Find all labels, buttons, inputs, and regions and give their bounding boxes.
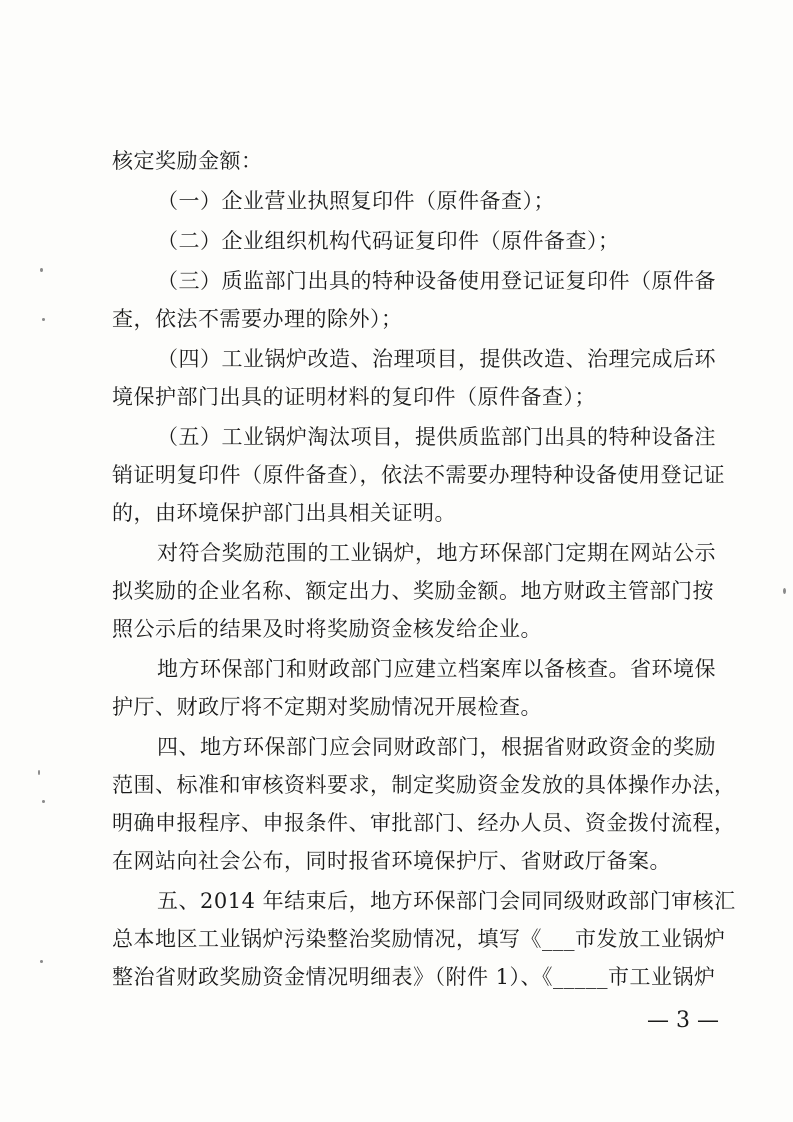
- text-line: 整治省财政奖励资金情况明细表》（附件 1）、《_____市工业锅炉: [112, 965, 716, 989]
- text-line: 核定奖励金额：: [112, 149, 263, 173]
- text-line: 五、2014 年结束后，地方环保部门会同同级财政部门审核汇: [157, 889, 736, 913]
- text-line: 查，依法不需要办理的除外）；: [112, 307, 403, 331]
- text-line: （三）质监部门出具的特种设备使用登记证复印件（原件备: [157, 269, 716, 293]
- text-line: 范围、标准和审核资料要求，制定奖励资金发放的具体操作办法，: [112, 773, 736, 797]
- text-line: 地方环保部门和财政部门应建立档案库以备核查。省环境保: [157, 657, 716, 681]
- text-line: 护厅、财政厅将不定期对奖励情况开展检查。: [112, 695, 542, 719]
- scan-speck: [42, 800, 45, 803]
- text-line: 照公示后的结果及时将奖励资金核发给企业。: [112, 617, 542, 641]
- text-line: （二）企业组织机构代码证复印件（原件备查）；: [157, 229, 620, 253]
- text-line: 拟奖励的企业名称、额定出力、奖励金额。地方财政主管部门按: [112, 579, 714, 603]
- page-number: — 3 —: [647, 1008, 719, 1033]
- text-line: （四）工业锅炉改造、治理项目，提供改造、治理完成后环: [157, 347, 716, 371]
- text-line: （一）企业营业执照复印件（原件备查）；: [157, 189, 555, 213]
- text-line: 的，由环境保护部门出具相关证明。: [112, 501, 456, 525]
- text-line: 总本地区工业锅炉污染整治奖励情况，填写《___市发放工业锅炉: [112, 927, 726, 951]
- scan-speck: [42, 318, 45, 321]
- text-line: 明确申报程序、申报条件、审批部门、经办人员、资金拨付流程，: [112, 811, 736, 835]
- text-line: 在网站向社会公布，同时报省环境保护厅、省财政厅备案。: [112, 849, 671, 873]
- scan-speck: [40, 960, 43, 963]
- text-line: 四、地方环保部门应会同财政部门，根据省财政资金的奖励: [157, 735, 716, 759]
- text-line: 对符合奖励范围的工业锅炉，地方环保部门定期在网站公示: [157, 541, 716, 565]
- scan-speck: [783, 588, 786, 594]
- text-line: （五）工业锅炉淘汰项目，提供质监部门出具的特种设备注: [157, 425, 716, 449]
- scan-speck: [40, 268, 43, 272]
- scan-speck: [38, 770, 40, 775]
- text-line: 境保护部门出具的证明材料的复印件（原件备查）；: [112, 385, 596, 409]
- text-line: 销证明复印件（原件备查），依法不需要办理特种设备使用登记证: [112, 463, 725, 487]
